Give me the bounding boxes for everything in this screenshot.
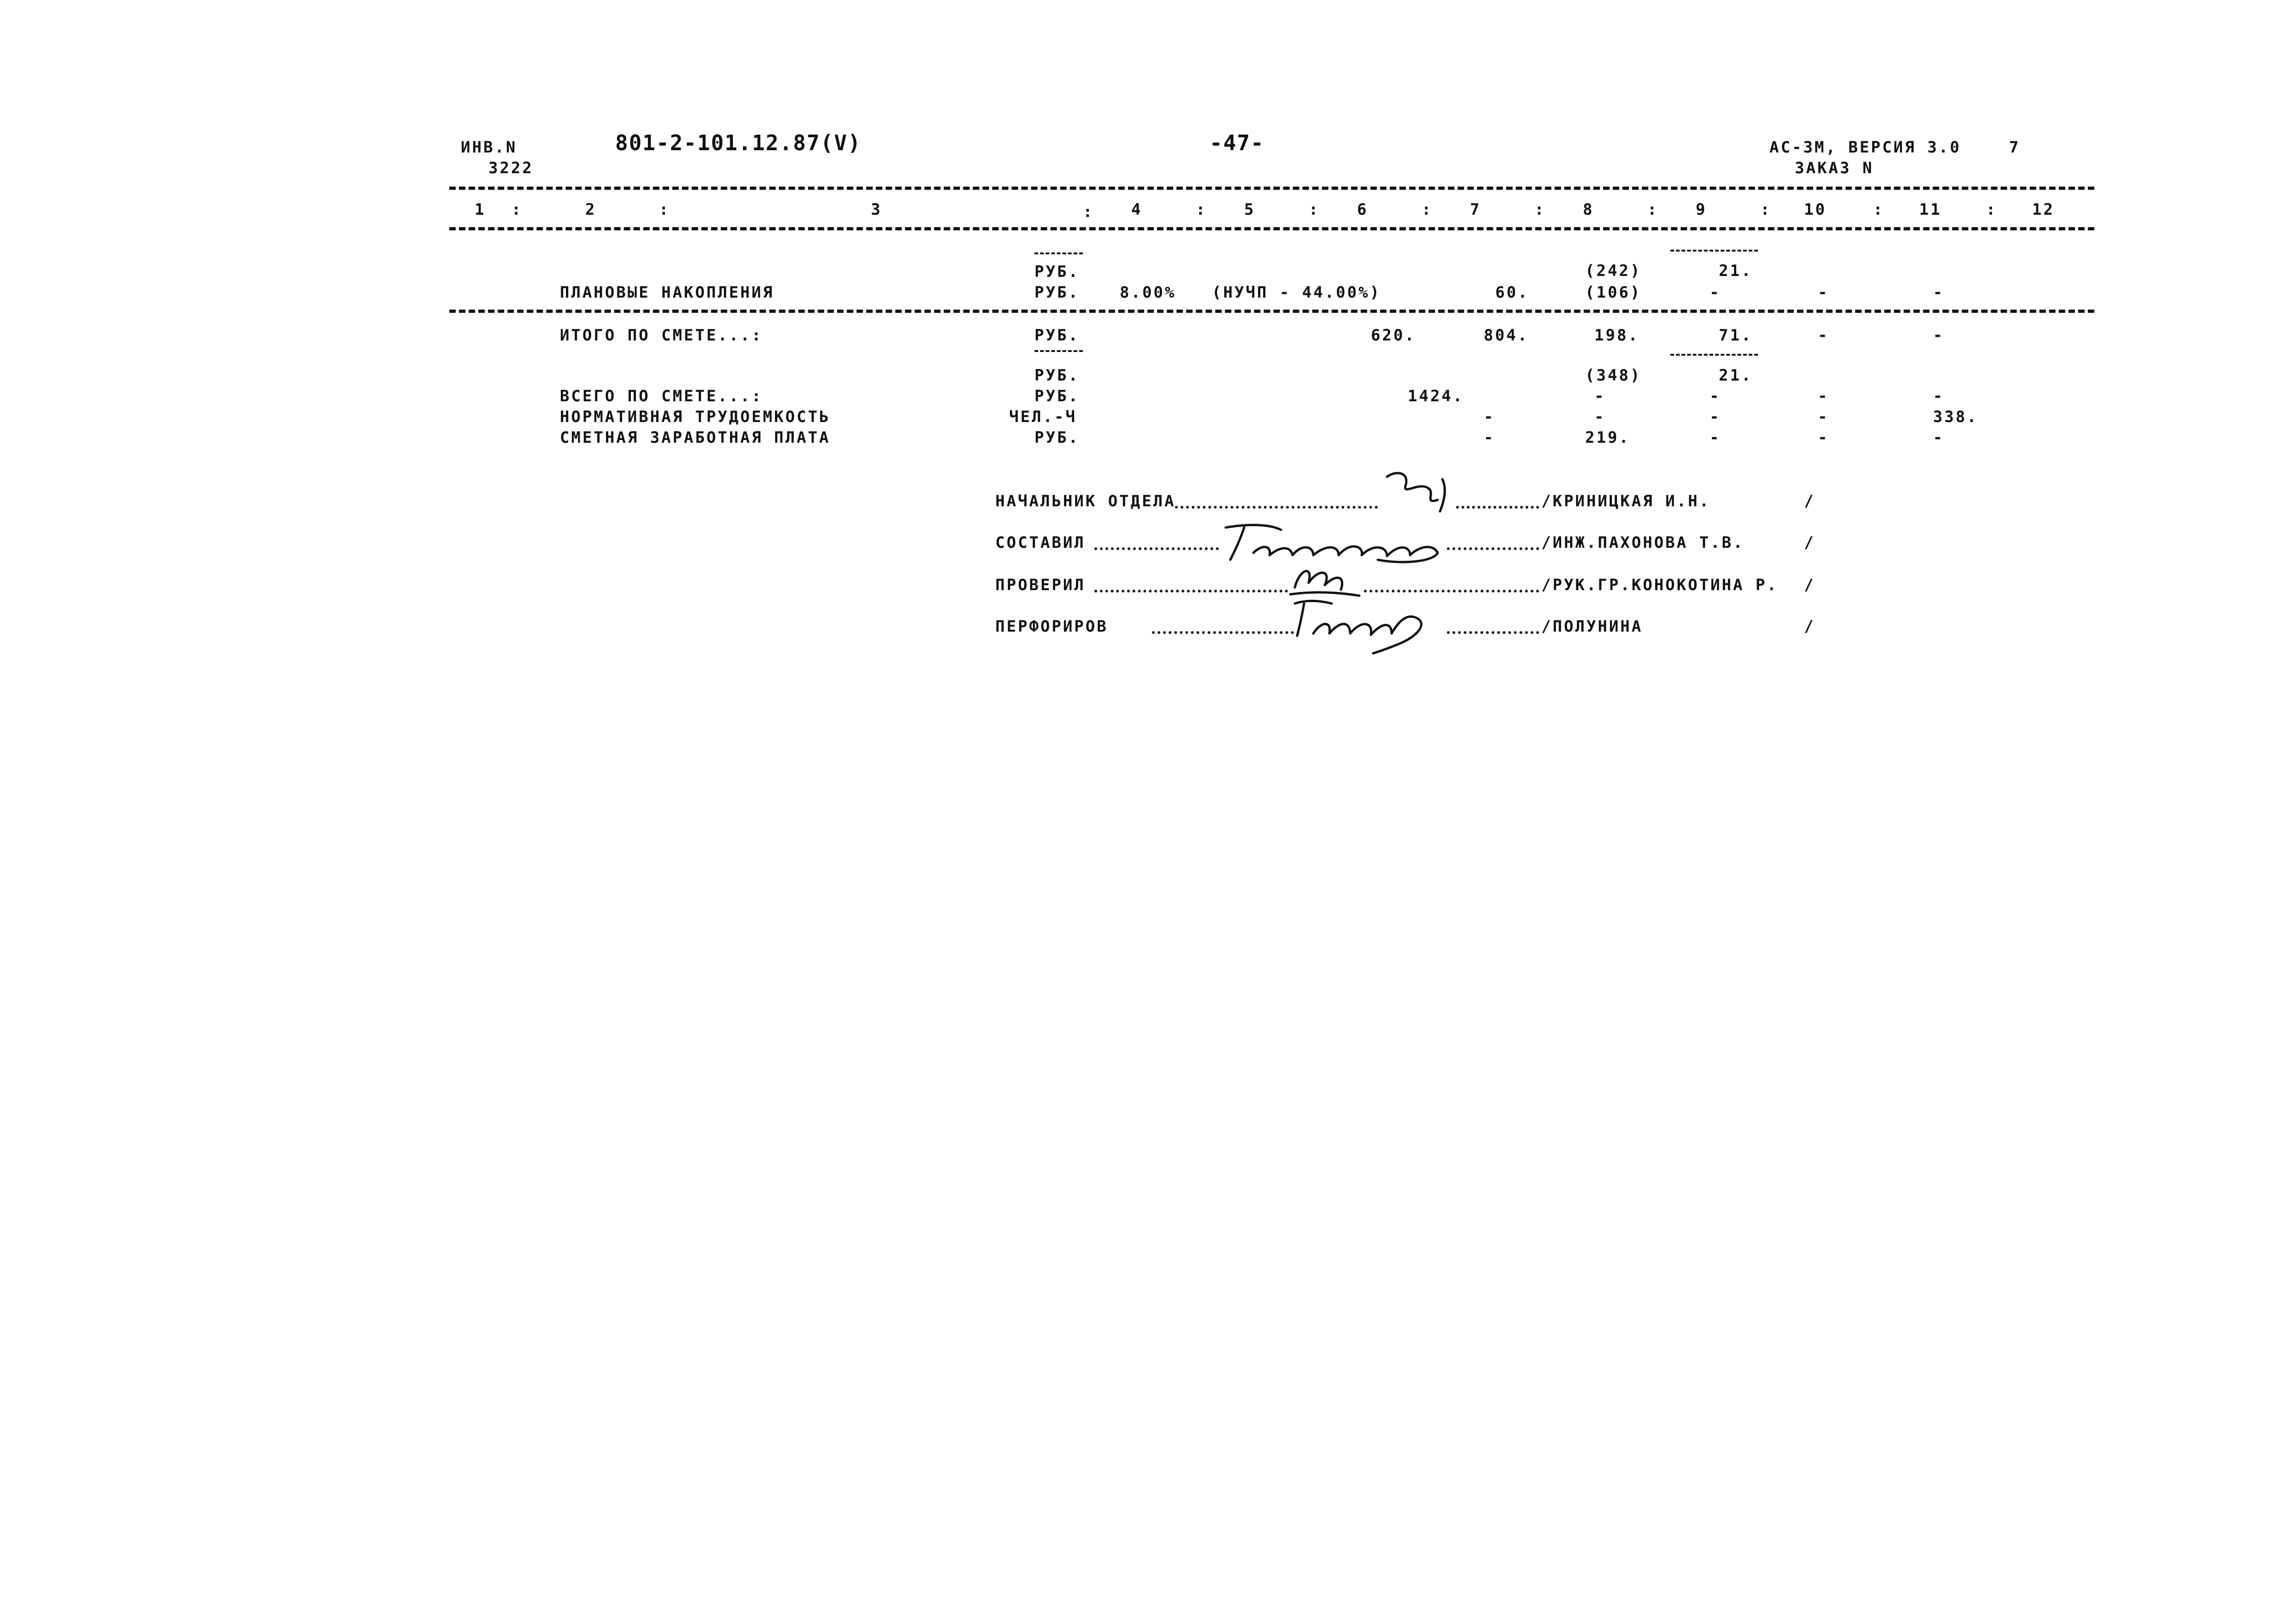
col-sep: : (1986, 200, 1998, 219)
unit-cell: РУБ. (1034, 326, 1080, 345)
unit-cell: РУБ. (1034, 263, 1080, 281)
header-rule-bottom (449, 227, 2094, 230)
value-cell: - (1484, 428, 1495, 447)
col-9-header: 9 (1696, 200, 1707, 219)
row-label: НОРМАТИВНАЯ ТРУДОЕМКОСТЬ (560, 408, 831, 426)
signature-end-mark: / (1804, 617, 1816, 636)
col-1-header: 1 (475, 200, 486, 219)
col-12-header: 12 (2032, 200, 2055, 219)
value-cell: - (1933, 428, 1945, 447)
signature-leader (1364, 590, 1539, 592)
value-cell: 21. (1719, 366, 1753, 385)
signature-scribble-puncher (1281, 594, 1447, 654)
signature-leader (1094, 590, 1288, 592)
value-cell: (242) (1585, 262, 1642, 280)
subtotal-rule (1670, 250, 1758, 252)
value-cell: - (1710, 283, 1721, 302)
signature-role: ПЕРФОРИРОВ (995, 617, 1108, 636)
signature-role: ПРОВЕРИЛ (995, 576, 1086, 594)
col-sep: : (1534, 200, 1546, 219)
col-sep: : (1196, 200, 1207, 219)
col-sep: : (511, 200, 523, 219)
value-cell: 620. (1371, 326, 1416, 345)
unit-underline (1034, 350, 1083, 352)
note-cell: (НУЧП - 44.00%) (1212, 283, 1381, 302)
signature-name: /ПОЛУНИНА (1541, 617, 1643, 636)
value-cell: 338. (1933, 408, 1978, 426)
row-label: ВСЕГО ПО СМЕТЕ...: (560, 387, 763, 405)
col-4-header: 4 (1131, 200, 1143, 219)
col-sep: : (1760, 200, 1772, 219)
col-10-header: 10 (1804, 200, 1827, 219)
col-sep: : (1873, 200, 1885, 219)
unit-cell: РУБ. (1034, 387, 1080, 405)
value-cell: - (1818, 408, 1829, 426)
col-sep: : (1422, 200, 1433, 219)
signature-leader (1175, 506, 1378, 509)
value-cell: 21. (1719, 262, 1753, 280)
signature-leader (1152, 631, 1299, 634)
value-cell: (106) (1585, 283, 1642, 302)
value-cell: 71. (1719, 326, 1753, 345)
header-rule-top (449, 187, 2094, 190)
row-label: ПЛАНОВЫЕ НАКОПЛЕНИЯ (560, 283, 774, 302)
col-6-header: 6 (1357, 200, 1369, 219)
row-label: ИТОГО ПО СМЕТЕ...: (560, 326, 763, 345)
total-rule (449, 310, 2094, 313)
value-cell: - (1710, 408, 1721, 426)
unit-cell: РУБ. (1034, 283, 1080, 302)
unit-cell: РУБ. (1034, 428, 1080, 447)
value-cell: - (1710, 387, 1721, 405)
inventory-label: ИНВ.N (461, 138, 517, 157)
value-cell: - (1710, 428, 1721, 447)
col-sep: : (659, 200, 670, 219)
col-5-header: 5 (1244, 200, 1256, 219)
col-8-header: 8 (1583, 200, 1594, 219)
signature-leader (1456, 506, 1539, 509)
col-3-header: 3 (871, 200, 882, 219)
system-version: АС-3М, ВЕРСИЯ 3.0 (1769, 138, 1961, 157)
signature-name: /ИНЖ.ПАХОНОВА Т.В. (1541, 534, 1745, 552)
col-2-header: 2 (585, 200, 597, 219)
value-cell: - (1818, 387, 1829, 405)
unit-underline (1034, 252, 1083, 254)
signature-leader (1447, 547, 1539, 550)
value-cell: - (1594, 408, 1606, 426)
value-cell: - (1818, 326, 1829, 345)
value-cell: 1424. (1408, 387, 1464, 405)
system-version-tail: 7 (2009, 138, 2021, 157)
signature-end-mark: / (1804, 576, 1816, 594)
value-cell: - (1933, 326, 1945, 345)
signature-name: /КРИНИЦКАЯ И.Н. (1541, 492, 1711, 510)
signature-role: СОСТАВИЛ (995, 534, 1086, 552)
col-sep: : (1083, 203, 1094, 221)
col-7-header: 7 (1470, 200, 1481, 219)
value-cell: - (1818, 283, 1829, 302)
value-cell: 219. (1585, 428, 1630, 447)
page-number: -47- (1210, 130, 1264, 155)
order-label: ЗАКАЗ N (1795, 159, 1874, 177)
value-cell: - (1484, 408, 1495, 426)
subtotal-rule (1670, 354, 1758, 356)
row-label: СМЕТНАЯ ЗАРАБОТНАЯ ПЛАТА (560, 428, 831, 447)
signature-role: НАЧАЛЬНИК ОТДЕЛА (995, 492, 1176, 510)
col-sep: : (1309, 200, 1320, 219)
value-cell: - (1594, 387, 1606, 405)
value-cell: (348) (1585, 366, 1642, 385)
rate-cell: 8.00% (1120, 283, 1176, 302)
unit-cell: ЧЕЛ.-Ч (1009, 408, 1077, 426)
unit-cell: РУБ. (1034, 366, 1080, 385)
signature-leader (1094, 547, 1219, 550)
inventory-number: 3222 (488, 159, 534, 177)
signature-name: /РУК.ГР.КОНОКОТИНА Р. (1541, 576, 1778, 594)
value-cell: 60. (1495, 283, 1529, 302)
value-cell: 804. (1484, 326, 1529, 345)
value-cell: - (1933, 387, 1945, 405)
value-cell: - (1818, 428, 1829, 447)
value-cell: - (1933, 283, 1945, 302)
col-11-header: 11 (1919, 200, 1942, 219)
signature-end-mark: / (1804, 492, 1816, 510)
document-code: 801-2-101.12.87(V) (615, 130, 862, 155)
value-cell: 198. (1594, 326, 1640, 345)
col-sep: : (1647, 200, 1659, 219)
signature-end-mark: / (1804, 534, 1816, 552)
signature-scribble-head (1378, 468, 1461, 518)
signature-leader (1447, 631, 1539, 634)
